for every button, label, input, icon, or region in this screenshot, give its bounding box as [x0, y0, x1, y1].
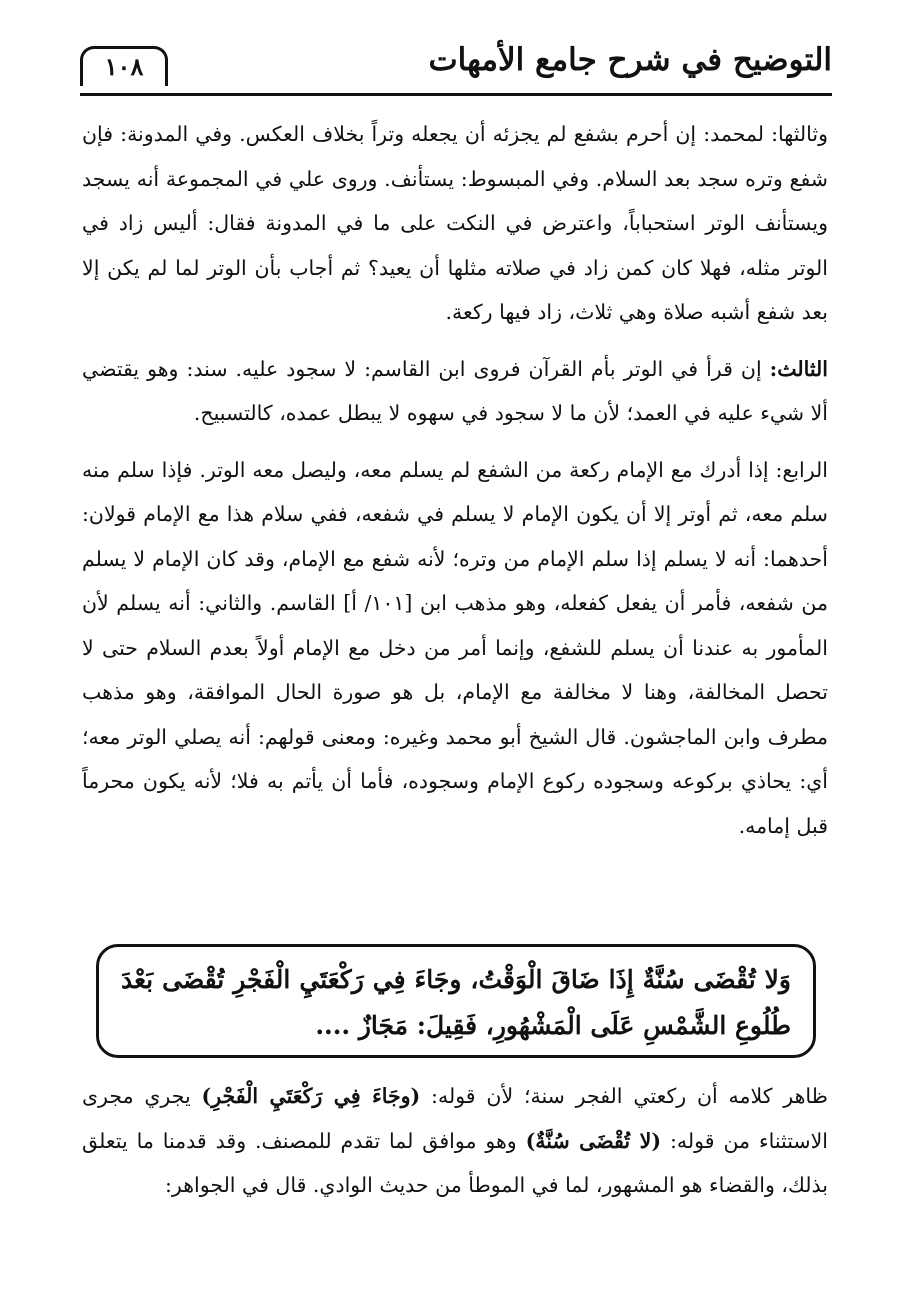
- paragraph: [82, 448, 828, 849]
- page-header: [80, 40, 832, 96]
- page-number-box: [80, 46, 168, 86]
- commentary-text: وهو موافق لما تقدم للمصنف. وقد قدمنا ما يتعلق بذلك، والقضاء هو المشهور، لما في الموطأ من حديث الوادي. قال في الجواهر:: [82, 1128, 828, 1197]
- paragraph-text: الرابع: إذا أدرك مع الإمام ركعة من الشفع لم يسلم معه، وليصل معه الوتر. فإذا سلم منه سلم معه، ثم أوتر إلا أن يكون الإمام لا يسلم في شفعه، ففي سلام هذا مع الإمام قولان: أحدهما: أنه لا يسلم إذا سلم الإمام من وتره؛ لأنه شفع مع الإمام، وقد كان الإمام لا يسلم من شفعه، فأمر أن يفعل كفعله، وهو مذهب ابن [١٠١/ أ] القاسم. والثاني: أنه يسلم لأن المأمور به عندنا أن يسلم للشفع، وإنما أمر من دخل مع الإمام أولاً بعدم السلام حتى لا تحصل المخالفة، وهنا لا مخالفة مع الإمام، بل هو صورة الحال الموافقة، وهو مذهب مطرف وابن الماجشون. قال الشيخ أبو محمد وغيره: ومعنى قولهم: أنه يصلي الوتر معه؛ أي: يحاذي بركوعه وسجوده ركوع الإمام وسجوده، فأما أن يأتم به فلا؛ لأنه يكون محرماً قبل إمامه.: [82, 457, 828, 838]
- paragraph-lead: الثالث:: [769, 356, 828, 381]
- quoted-matn: (لا تُقْضَى سُنَّةٌ): [525, 1128, 662, 1153]
- paragraph: [82, 347, 828, 436]
- paragraph: [82, 112, 828, 335]
- paragraph-text: إن قرأ في الوتر بأم القرآن فروى ابن القاسم: لا سجود عليه. سند: وهو يقتضي ألا شيء عليه في العمد؛ لأن ما لا سجود في سهوه لا يبطل عمده، كالتسبيح.: [82, 356, 828, 425]
- matn-text: وَلا تُقْضَى سُنَّةٌ إِذَا ضَاقَ الْوَقْتُ، وجَاءَ فِي رَكْعَتَيِ الْفَجْرِ تُقْضَى بَعْدَ طُلُوعِ الشَّمْسِ عَلَى الْمَشْهُورِ، فَقِيلَ: مَجَازٌ ....: [121, 965, 791, 1040]
- running-title: التوضيح في شرح جامع الأمهات: [428, 42, 832, 78]
- paragraph-text: وثالثها: لمحمد: إن أحرم بشفع لم يجزئه أن يجعله وتراً بخلاف العكس. وفي المدونة: فإن شفع وتره سجد بعد السلام. وفي المبسوط: يستأنف. وروى علي في المجموعة أنه يسجد ويستأنف الوتر استحباباً، واعترض في النكت على ما في المدونة فقال: أليس زاد في الوتر مثله، فهلا كان كمن زاد في صلاته مثلها أن يعيد؟ ثم أجاب بأن الوتر لما لم يكن إلا بعد شفع أشبه صلاة وهي ثلاث، زاد فيها ركعة.: [82, 122, 828, 324]
- commentary-paragraph: [82, 1074, 828, 1208]
- main-text: [82, 112, 828, 860]
- header-rule: [80, 93, 832, 96]
- commentary-text: يجري مجرى الاستثناء من قوله:: [82, 1084, 828, 1153]
- commentary-text: ظاهر كلامه أن ركعتي الفجر سنة؛ لأن قوله:: [420, 1084, 828, 1108]
- page-number: ١٠٨: [104, 52, 144, 81]
- matn-box: [96, 944, 816, 1058]
- commentary: [82, 1074, 828, 1220]
- quoted-matn: (وجَاءَ فِي رَكْعَتَيِ الْفَجْرِ): [201, 1084, 421, 1108]
